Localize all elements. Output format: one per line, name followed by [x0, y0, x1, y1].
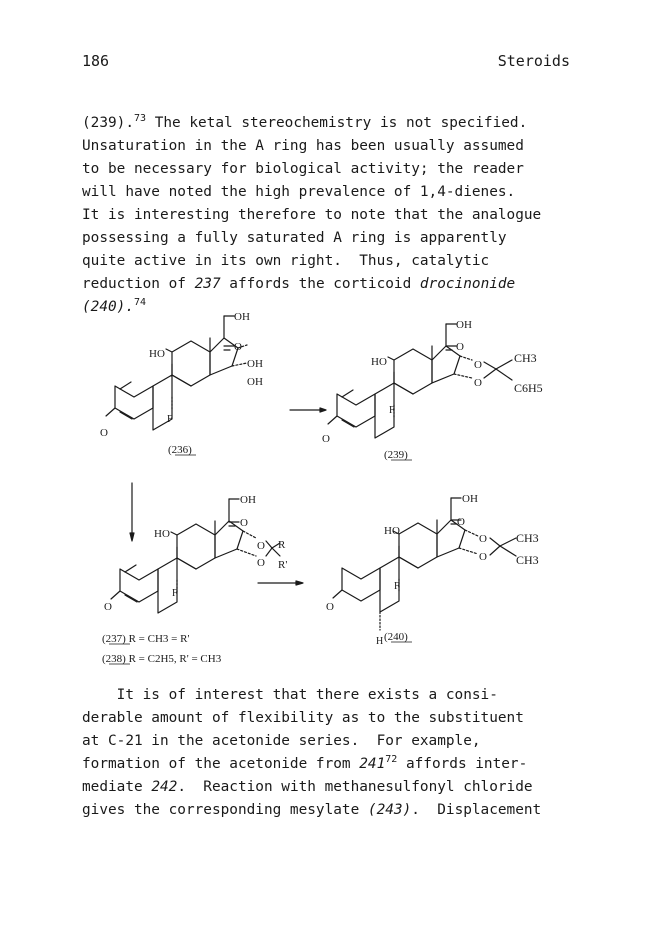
label-o: O — [104, 601, 112, 613]
text-line: quite active in its own right. Thus, catalytic — [82, 253, 490, 269]
label-oh: OH — [234, 311, 250, 323]
label-o: O — [234, 341, 242, 353]
label-ho: HO — [371, 356, 387, 368]
text-line: gives the corresponding mesylate (243). Displacement — [82, 802, 542, 818]
label-f: F — [172, 588, 178, 599]
label-239: (239) — [384, 449, 408, 461]
label-o: O — [100, 427, 108, 439]
label-o: O — [474, 377, 482, 389]
label-r: R — [278, 539, 286, 551]
text-line: It is of interest that there exists a consi- — [82, 687, 498, 703]
text-line: formation of the acetonide from $241^{72}$ affords inter- — [82, 754, 528, 772]
label-ch3: CH3 — [516, 531, 539, 545]
compound-name: drocinonide — [419, 276, 516, 292]
label-oh: OH — [247, 358, 263, 370]
label-240: (240) — [384, 631, 408, 643]
label-o: O — [322, 433, 330, 445]
label-f: F — [389, 405, 395, 416]
label-ch3: CH3 — [514, 351, 537, 365]
reference-superscript: 72 — [385, 754, 398, 765]
label-oh: OH — [247, 376, 263, 388]
compound-number: 242 — [151, 779, 178, 795]
label-f: F — [167, 414, 173, 425]
paragraph-2 — [82, 684, 582, 822]
label-o: O — [457, 516, 465, 528]
structure-240 — [333, 498, 516, 630]
label-oh: OH — [456, 319, 472, 331]
text-line: at C-21 in the acetonide series. For example, — [82, 733, 481, 749]
label-o: O — [479, 551, 487, 563]
label-ho: HO — [384, 525, 400, 537]
page-number: 186 — [82, 52, 110, 70]
label-c6h5: C6H5 — [514, 381, 543, 395]
label-o: O — [326, 601, 334, 613]
structure-239 — [328, 324, 512, 438]
compound-number: (243) — [367, 802, 412, 818]
label-h: H — [376, 636, 384, 647]
compound-number: 241 — [359, 756, 386, 772]
reference-superscript: 73 — [133, 113, 147, 124]
legend-237: (237) R = CH3 = R' — [102, 633, 190, 645]
label-ch3: CH3 — [516, 553, 539, 567]
label-o: O — [474, 359, 482, 371]
text-line: (239).$^{73}$ The ketal stereochemistry is not specified. — [82, 113, 528, 131]
compound-number: 237 — [194, 276, 221, 292]
structure-237-238 — [111, 499, 280, 613]
text-line: (240).$^{74}$ — [82, 297, 147, 315]
label-o: O — [456, 341, 464, 353]
text-line: will have noted the high prevalence of 1,4-dienes. — [82, 184, 516, 200]
text-line: possessing a fully saturated A ring is apparently — [82, 230, 507, 246]
legend-238: (238) R = C2H5, R' = CH3 — [102, 653, 222, 665]
label-ho: HO — [154, 528, 170, 540]
label-o: O — [257, 557, 265, 569]
label-ho: HO — [149, 348, 165, 360]
label-f: F — [394, 581, 400, 592]
label-oh: OH — [240, 494, 256, 506]
label-o: O — [240, 517, 248, 529]
text-line: derable amount of flexibility as to the substituent — [82, 710, 524, 726]
reference-superscript: 74 — [133, 297, 147, 308]
label-o: O — [257, 540, 265, 552]
label-oh: OH — [462, 493, 478, 505]
structure-236 — [106, 316, 247, 430]
label-236: (236) — [168, 444, 192, 456]
label-r-prime: R' — [278, 559, 288, 571]
text-line: reduction of 237 affords the corticoid drocinonide — [82, 276, 516, 292]
text-line: mediate 242. Reaction with methanesulfonyl chloride — [82, 779, 533, 795]
running-title: Steroids — [497, 52, 570, 70]
label-o: O — [479, 533, 487, 545]
text-line: It is interesting therefore to note that the analogue — [82, 207, 542, 223]
text-line: Unsaturation in the A ring has been usually assumed — [82, 138, 524, 154]
text-line: to be necessary for biological activity; the reader — [82, 161, 524, 177]
